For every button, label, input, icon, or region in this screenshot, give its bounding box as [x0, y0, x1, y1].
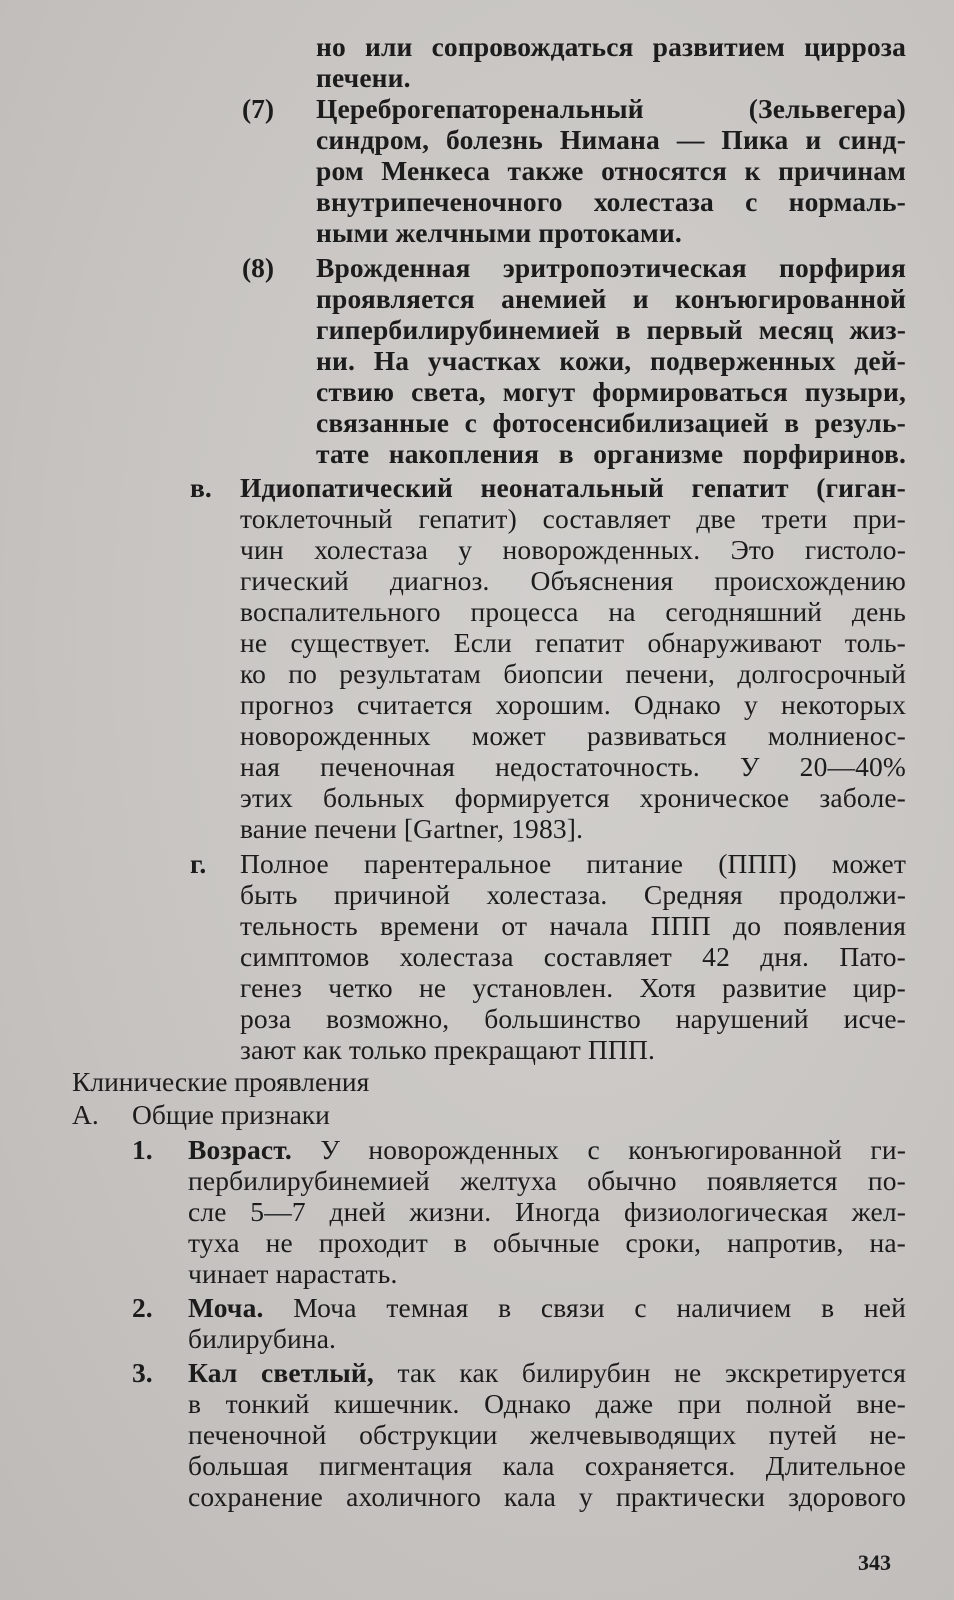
text-line: ная печеночная недостаточность. У 20—40% [240, 751, 906, 782]
text-line: Полное парентеральное питание (ППП) может [240, 848, 906, 879]
text-line: не существует. Если гепатит обнаруживают толь- [240, 627, 906, 658]
list-marker: в. [190, 472, 212, 503]
text-run: У новорожденных с конъюгированной ги- [291, 1134, 906, 1165]
text-line: Врожденная эритропоэтическая порфирия [316, 252, 906, 283]
text-run: Моча темная в связи с наличием в ней [263, 1292, 906, 1323]
text-line: гипербилирубинемией в первый месяц жиз- [316, 314, 906, 345]
term: Моча. [188, 1292, 264, 1323]
text-line: тате накопления в организме порфиринов. [316, 438, 906, 469]
text-line: новорожденных может развиваться молниенос- [240, 720, 906, 751]
text-line: ко по результатам биопсии печени, долгосрочный [240, 658, 906, 689]
text-line: ром Менкеса также относятся к причинам [316, 155, 906, 186]
text-line: этих больных формируется хроническое заболе- [240, 782, 906, 813]
text-line: быть причиной холестаза. Средняя продолжи- [240, 879, 906, 910]
text-line: сле 5—7 дней жизни. Иногда физиологическая жел- [188, 1196, 906, 1227]
text-line: генез четко не установлен. Хотя развитие цир- [240, 972, 906, 1003]
text-line: гический диагноз. Объяснения происхождению [240, 565, 906, 596]
term: Возраст. [188, 1134, 292, 1165]
subsection-marker: А. [72, 1099, 99, 1130]
text-line: ни. На участках кожи, подверженных дей- [316, 345, 906, 376]
text-line: но или сопровождаться развитием цирроза [316, 31, 906, 62]
text-line: зают как только прекращают ППП. [240, 1034, 655, 1065]
text-line: вание печени [Gartner, 1983]. [240, 813, 584, 844]
text-line: тельность времени от начала ППП до появления [240, 910, 906, 941]
text-line: связанные с фотосенсибилизацией в резуль- [316, 407, 906, 438]
text-line: печени. [316, 62, 411, 93]
text-line: чинает нарастать. [188, 1258, 398, 1289]
text-line: прогноз считается хорошим. Однако у некоторых [240, 689, 906, 720]
text-line [188, 1356, 906, 1389]
text-line: туха не проходит в обычные сроки, напротив, на- [188, 1227, 906, 1258]
text-line: воспалительного процесса на сегодняшний день [240, 596, 906, 627]
text-line [188, 1291, 906, 1324]
text-line: проявляется анемией и конъюгированной [316, 283, 906, 314]
text-line: ными желчными протоками. [316, 217, 682, 248]
list-marker: 1. [132, 1134, 153, 1165]
text-line: большая пигментация кала сохраняется. Длительное [188, 1450, 906, 1481]
subsection-title: Общие признаки [132, 1099, 330, 1130]
page-number: 343 [858, 1550, 891, 1575]
text-line: сохранение ахоличного кала у практически здорового [188, 1481, 906, 1512]
text-line: пербилирубинемией желтуха обычно появляется по- [188, 1165, 906, 1196]
list-marker: 3. [132, 1357, 153, 1388]
list-marker: 2. [132, 1292, 153, 1323]
text-line: печеночной обструкции желчевыводящих путей не- [188, 1419, 906, 1450]
text-line: Идиопатический неонатальный гепатит (гиган- [240, 472, 906, 503]
text-line: симптомов холестаза составляет 42 дня. Пато- [240, 941, 906, 972]
list-marker: (8) [242, 252, 275, 283]
text-run: так как билирубин не экскретируется [373, 1357, 906, 1388]
text-line: Цереброгепаторенальный (Зельвегера) [316, 93, 906, 124]
section-heading: Клинические проявления [72, 1066, 370, 1097]
text-line [188, 1133, 906, 1166]
term: Кал светлый, [188, 1357, 374, 1388]
text-line: чин холестаза у новорожденных. Это гистоло- [240, 534, 906, 565]
list-marker: г. [190, 848, 207, 879]
text-line: внутрипеченочного холестаза с нормаль- [316, 186, 906, 217]
text-line: токлеточный гепатит) составляет две трети при- [240, 503, 906, 534]
text-line: роза возможно, большинство нарушений исче- [240, 1003, 906, 1034]
text-line: в тонкий кишечник. Однако даже при полной вне- [188, 1388, 906, 1419]
text-line: синдром, болезнь Нимана — Пика и синд- [316, 124, 906, 155]
text-line: билирубина. [188, 1323, 337, 1354]
list-marker: (7) [242, 93, 275, 124]
text-line: ствию света, могут формироваться пузыри, [316, 376, 906, 407]
